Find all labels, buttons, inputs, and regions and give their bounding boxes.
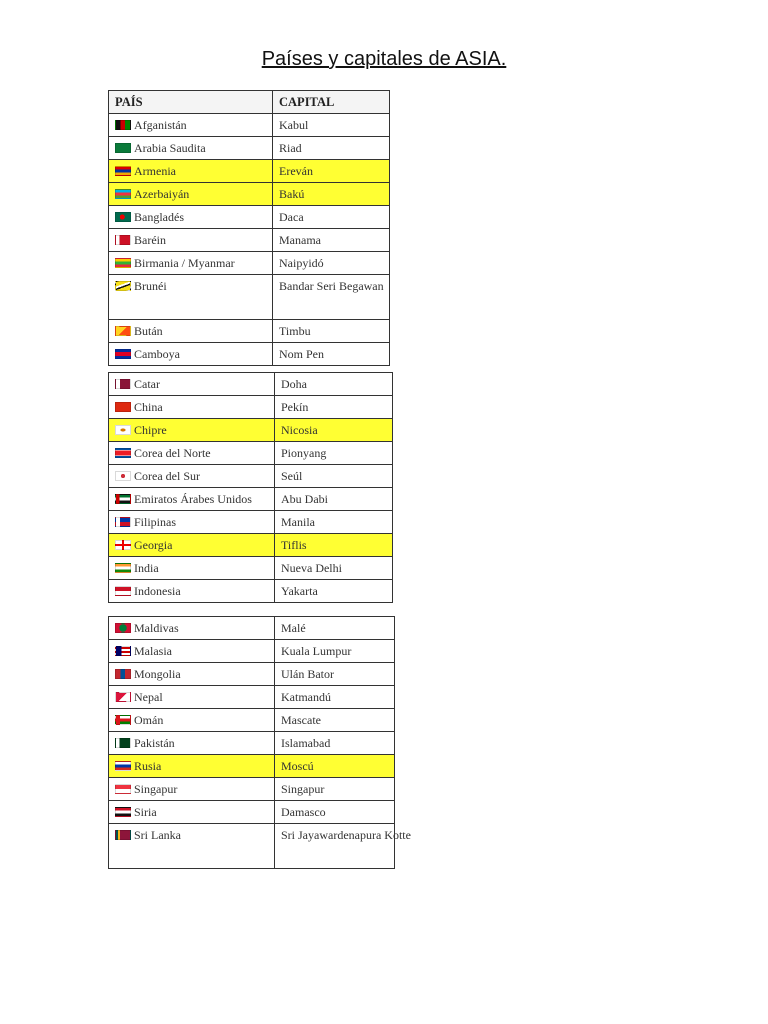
capital-cell <box>275 801 395 824</box>
country-name: Indonesia <box>134 584 181 598</box>
capital-cell <box>275 419 393 442</box>
country-name: Singapur <box>134 782 178 796</box>
capital-name: Manila <box>281 515 315 529</box>
table-row <box>109 465 393 488</box>
flag-icon <box>115 807 131 817</box>
flag-icon <box>115 830 131 840</box>
table-row <box>109 511 393 534</box>
table-row <box>109 442 393 465</box>
capital-cell <box>273 114 390 137</box>
table-row <box>109 580 393 603</box>
capital-name: Islamabad <box>281 736 331 750</box>
flag-icon <box>115 349 131 359</box>
country-cell <box>109 229 273 252</box>
table-row <box>109 640 395 663</box>
table-row <box>109 557 393 580</box>
table-row <box>109 617 395 640</box>
country-name: Bangladés <box>134 210 184 224</box>
country-cell <box>109 709 275 732</box>
flag-icon <box>115 692 131 702</box>
table-row <box>109 686 395 709</box>
flag-icon <box>115 425 131 435</box>
country-cell <box>109 252 273 275</box>
flag-icon <box>115 402 131 412</box>
country-name: Omán <box>134 713 164 727</box>
flag-icon <box>115 540 131 550</box>
country-cell <box>109 137 273 160</box>
country-cell <box>109 419 275 442</box>
capital-name: Ereván <box>279 164 313 178</box>
country-name: Mongolia <box>134 667 181 681</box>
country-cell <box>109 160 273 183</box>
flag-icon <box>115 166 131 176</box>
header-pais: PAÍS <box>109 91 273 114</box>
country-cell <box>109 114 273 137</box>
flag-icon <box>115 471 131 481</box>
country-name: Corea del Norte <box>134 446 211 460</box>
country-name: Arabia Saudita <box>134 141 206 155</box>
capital-cell <box>275 778 395 801</box>
country-cell <box>109 396 275 419</box>
capital-name: Singapur <box>281 782 325 796</box>
flag-icon <box>115 669 131 679</box>
capital-name: Seúl <box>281 469 303 483</box>
table-row <box>109 801 395 824</box>
country-cell <box>109 465 275 488</box>
country-cell <box>109 801 275 824</box>
table-row <box>109 252 390 275</box>
page-title: Países y capitales de ASIA. <box>261 48 507 70</box>
flag-icon <box>115 326 131 336</box>
table-row <box>109 229 390 252</box>
flag-icon <box>115 189 131 199</box>
table-row <box>109 732 395 755</box>
country-cell <box>109 663 275 686</box>
capital-cell <box>273 183 390 206</box>
capital-cell <box>275 511 393 534</box>
capital-cell <box>273 137 390 160</box>
table-row <box>109 206 390 229</box>
capital-name: Riad <box>279 141 302 155</box>
capital-cell <box>273 160 390 183</box>
flag-icon <box>115 761 131 771</box>
capital-cell <box>275 396 393 419</box>
country-cell <box>109 755 275 778</box>
capital-name: Abu Dabi <box>281 492 328 506</box>
country-name: Bután <box>134 324 163 338</box>
country-name: Maldivas <box>134 621 179 635</box>
capital-cell <box>273 206 390 229</box>
country-cell <box>109 183 273 206</box>
capital-name: Kuala Lumpur <box>281 644 352 658</box>
table-row <box>109 755 395 778</box>
table-row <box>109 709 395 732</box>
table-row <box>109 275 390 320</box>
capital-name: Bakú <box>279 187 305 201</box>
country-cell <box>109 617 275 640</box>
country-name: Azerbaiyán <box>134 187 190 201</box>
flag-icon <box>115 258 131 268</box>
capital-cell <box>275 686 395 709</box>
country-cell <box>109 320 273 343</box>
capital-name: Nueva Delhi <box>281 561 342 575</box>
country-cell <box>109 778 275 801</box>
flag-icon <box>115 143 131 153</box>
country-cell <box>109 206 273 229</box>
table-row <box>109 419 393 442</box>
country-name: Armenia <box>134 164 176 178</box>
country-name: Brunéi <box>134 279 167 293</box>
capital-name: Nom Pen <box>279 347 324 361</box>
flag-icon <box>115 715 131 725</box>
capital-cell <box>273 320 390 343</box>
capital-cell <box>273 229 390 252</box>
country-name: Chipre <box>134 423 167 437</box>
country-name: Siria <box>134 805 157 819</box>
flag-icon <box>115 738 131 748</box>
capital-cell <box>275 488 393 511</box>
capital-name: Yakarta <box>281 584 318 598</box>
capital-cell <box>275 663 395 686</box>
country-name: Malasia <box>134 644 172 658</box>
table-row <box>109 396 393 419</box>
flag-icon <box>115 494 131 504</box>
capital-cell <box>273 343 390 366</box>
capital-cell <box>275 534 393 557</box>
table-row <box>109 137 390 160</box>
flag-icon <box>115 623 131 633</box>
countries-table-2 <box>108 372 393 603</box>
capital-name: Tiflis <box>281 538 307 552</box>
country-cell <box>109 343 273 366</box>
table-row <box>109 373 393 396</box>
capital-cell <box>273 275 390 320</box>
table-row <box>109 824 395 869</box>
capital-name: Bandar Seri Begawan <box>279 279 384 293</box>
flag-icon <box>115 379 131 389</box>
table-row <box>109 320 390 343</box>
country-name: Rusia <box>134 759 162 773</box>
table-row <box>109 114 390 137</box>
header-capital: CAPITAL <box>273 91 390 114</box>
capital-cell <box>273 252 390 275</box>
capital-name: Nicosia <box>281 423 318 437</box>
table-row <box>109 663 395 686</box>
capital-name: Moscú <box>281 759 314 773</box>
table-row <box>109 160 390 183</box>
capital-cell <box>275 442 393 465</box>
flag-icon <box>115 563 131 573</box>
capital-cell <box>275 373 393 396</box>
country-cell <box>109 275 273 320</box>
flag-icon <box>115 212 131 222</box>
capital-name: Daca <box>279 210 304 224</box>
country-name: Catar <box>134 377 160 391</box>
capital-cell <box>275 709 395 732</box>
country-name: Camboya <box>134 347 180 361</box>
flag-icon <box>115 646 131 656</box>
flag-icon <box>115 120 131 130</box>
country-name: Sri Lanka <box>134 828 181 842</box>
country-cell <box>109 557 275 580</box>
country-cell <box>109 640 275 663</box>
country-name: Birmania / Myanmar <box>134 256 235 270</box>
capital-cell <box>275 465 393 488</box>
capital-name: Sri Jayawardenapura Kotte <box>281 828 411 842</box>
table-row <box>109 778 395 801</box>
flag-icon <box>115 586 131 596</box>
country-name: China <box>134 400 163 414</box>
capital-cell <box>275 580 393 603</box>
country-cell <box>109 442 275 465</box>
capital-cell <box>275 557 393 580</box>
capital-name: Kabul <box>279 118 309 132</box>
capital-cell <box>275 640 395 663</box>
country-name: Afganistán <box>134 118 187 132</box>
country-cell <box>109 373 275 396</box>
table-row <box>109 488 393 511</box>
country-cell <box>109 580 275 603</box>
capital-name: Manama <box>279 233 321 247</box>
country-cell <box>109 511 275 534</box>
country-cell <box>109 686 275 709</box>
capital-name: Pekín <box>281 400 309 414</box>
country-cell <box>109 824 275 869</box>
capital-name: Doha <box>281 377 307 391</box>
flag-icon <box>115 448 131 458</box>
capital-name: Naipyidó <box>279 256 324 270</box>
country-name: Baréin <box>134 233 166 247</box>
countries-table-1 <box>108 90 390 366</box>
capital-name: Damasco <box>281 805 326 819</box>
flag-icon <box>115 784 131 794</box>
country-name: India <box>134 561 159 575</box>
capital-name: Pionyang <box>281 446 327 460</box>
table-header-row <box>109 91 390 114</box>
country-name: Corea del Sur <box>134 469 200 483</box>
capital-cell <box>275 617 395 640</box>
capital-name: Ulán Bator <box>281 667 334 681</box>
country-name: Emiratos Árabes Unidos <box>134 492 252 506</box>
flag-icon <box>115 281 131 291</box>
country-name: Pakistán <box>134 736 175 750</box>
country-name: Filipinas <box>134 515 177 529</box>
capital-name: Katmandú <box>281 690 331 704</box>
flag-icon <box>115 235 131 245</box>
table-row <box>109 534 393 557</box>
capital-cell <box>275 755 395 778</box>
table-row <box>109 183 390 206</box>
capital-name: Mascate <box>281 713 321 727</box>
capital-cell <box>275 732 395 755</box>
country-cell <box>109 488 275 511</box>
countries-table-3 <box>108 616 411 869</box>
capital-name: Timbu <box>279 324 311 338</box>
capital-cell <box>275 824 411 869</box>
capital-name: Malé <box>281 621 306 635</box>
flag-icon <box>115 517 131 527</box>
country-cell <box>109 732 275 755</box>
country-name: Nepal <box>134 690 163 704</box>
table-row <box>109 343 390 366</box>
country-cell <box>109 534 275 557</box>
country-name: Georgia <box>134 538 173 552</box>
